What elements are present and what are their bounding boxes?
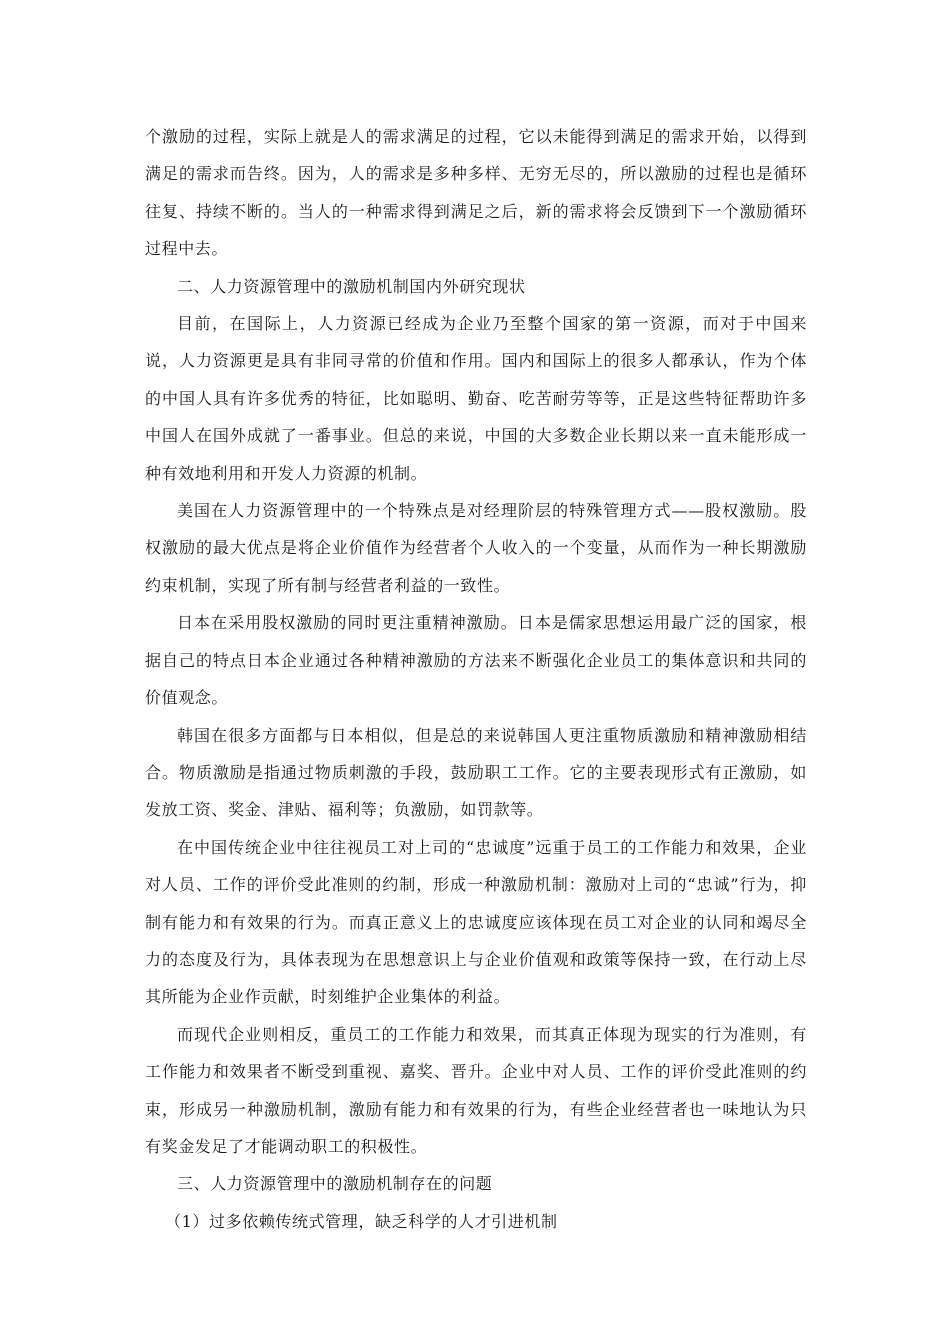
section-heading-problems: 三、人力资源管理中的激励机制存在的问题 [177, 1174, 493, 1194]
paragraph-japan-spirit: 日本在采用股权激励的同时更注重精神激励。日本是儒家思想运用最广泛的国家，根据自己的特点日本企业通过各种精神激励的方法来不断强化企业员工的集体意识和共同的价值观念。 [145, 613, 807, 708]
section-heading-research-status: 二、人力资源管理中的激励机制国内外研究现状 [177, 276, 526, 296]
paragraph-usa-equity: 美国在人力资源管理中的一个特殊点是对经理阶层的特殊管理方式——股权激励。股权激励的最大优点是将企业价值作为经营者个人收入的一个变量，从而作为一种长期激励约束机制，实现了所有制与经营者利益的一致性。 [145, 501, 807, 595]
paragraph-china-hr: 目前，在国际上，人力资源已经成为企业乃至整个国家的第一资源，而对于中国来说，人力资源更是具有非同寻常的价值和作用。国内和国际上的很多人都承认，作为个体的中国人具有许多优秀的特征，比如聪明、勤奋、吃苦耐劳等等，正是这些特征帮助许多中国人在国外成就了一番事业。但总的来说，中国的大多数企业长期以来一直未能形成一种有效地利用和开发人力资源的机制。 [145, 314, 807, 483]
paragraph-modern-enterprise: 而现代企业则相反，重员工的工作能力和效果，而其真正体现为现实的行为准则，有工作能力和效果者不断受到重视、嘉奖、晋升。企业中对人员、工作的评价受此准则的约束，形成另一种激励机制，激励有能力和有效果的行为，有些企业经营者也一味地认为只有奖金发足了才能调动职工的积极性。 [145, 1024, 807, 1156]
subsection-heading-traditional-management: （1）过多依赖传统式管理，缺乏科学的人才引进机制 [165, 1211, 558, 1231]
document-body [145, 118, 807, 1240]
paragraph-incentive-process: 个激励的过程，实际上就是人的需求满足的过程，它以未能得到满足的需求开始，以得到满足的需求而告终。因为，人的需求是多种多样、无穷无尽的，所以激励的过程也是循环往复、持续不断的。当人的一种需求得到满足之后，新的需求将会反馈到下一个激励循环过程中去。 [145, 127, 807, 259]
paragraph-china-traditional: 在中国传统企业中往往视员工对上司的“忠诚度”远重于员工的工作能力和效果，企业对人员、工作的评价受此准则的约制，形成一种激励机制：激励对上司的“忠诚”行为，抑制有能力和有效果的行为。而真正意义上的忠诚度应该体现在员工对企业的认同和竭尽全力的态度及行为，具体表现为在思想意识上与企业价值观和政策等保持一致，在行动上尽其所能为企业作贡献，时刻维护企业集体的利益。 [145, 837, 807, 1007]
paragraph-korea-material: 韩国在很多方面都与日本相似，但是总的来说韩国人更注重物质激励和精神激励相结合。物质激励是指通过物质刺激的手段，鼓励职工工作。它的主要表现形式有正激励，如发放工资、奖金、津贴、福利等；负激励，如罚款等。 [145, 725, 807, 820]
